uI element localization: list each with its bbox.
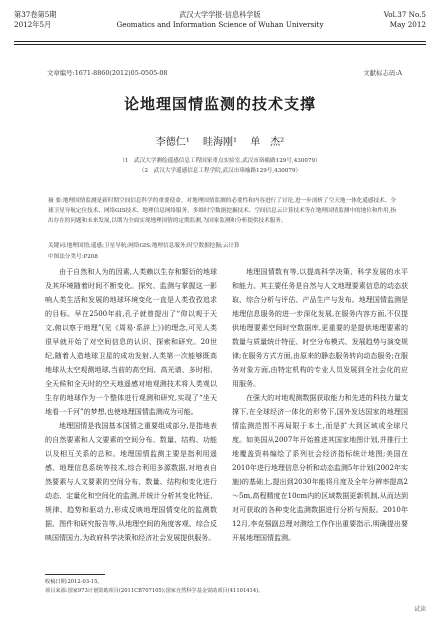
abstract: 摘 要:地理国情监测是新时期空间信息科学的重要使命。对地理国情监测的必要性和内容进行了讨论,进一步剖析了空天地一体化遥感技术、全球卫星导航定位技术、网络GIS技术、地理信息网络服务、多维时空数据挖掘技术、空间信息云计算技术等在地理国情监测中的地位和作用,指出存在的问题和未来发展,以期为全面实现地理国情的定期监测,为国家监测和分析提供技术服务。: [48, 198, 396, 225]
article-id: 文章编号:1671-8860(2012)05-0505-08: [47, 69, 168, 77]
affiliation: （1 武汉大学测绘遥感信息工程国家重点实验室,武汉市珞喻路129号,430079）: [119, 158, 321, 164]
classification-number: 中图法分类号:P208: [48, 254, 98, 260]
journal-name-en: Geomatics and Information Science of Wuhan University: [116, 20, 324, 29]
body-column-right: [232, 265, 408, 545]
journal-name-cn: 武汉大学学报·信息科学版: [179, 10, 261, 19]
body-column-left: [45, 265, 217, 545]
affiliation: （2 武汉大学遥感信息工程学院,武汉市珞喻路129号,430079）: [138, 168, 302, 174]
header-center: [104, 10, 336, 30]
document-code: 文献标志码:A: [363, 69, 402, 77]
paragraph: 在强大的对地观测数据获取能力和先进的科技力量支撑下,在全球经济一体化的形势下,国外发达国家的地理国情监测范围不再局限于本土,而是扩大到区域或全球尺度。如美国从2007年开始推进其国家地图计划,并推行土地覆盖资料编绘了系列社会经济指标统计地图;美国在2010年进行地理信息分析和动态监测5年计划(2002年实施)的基础上,提出到2030年能将月度及全年分辨率提高2～5m,高程精度在10cm内的区域数据更新机制,从而达到对可获取的各种变化监测数据进行分析与预报。2010年12月,李克强副总理对测绘工作作出重要指示,明确提出要开展地理国情监测。: [232, 394, 408, 542]
paragraph: 地理国情数有等,以提高科学决策、科学发展的水平和能力。其主要任务是自然与人文地理要素信息的动态获取、综合分析与评估、产品生产与发布。地理国情监测是地理信息服务的进一步深化发展,在服务内容方面,不仅提供地理要素空间时空数据库,更重要的是提供地理要素的数量与质量统计特征、时空分布模式、发展趋势与演变规律;在服务方式方面,由原来的静态服务转向动态服务;在服务对象方面,由特定机构的专业人员发展到全社会化的应用服务。: [232, 268, 408, 388]
header-rule-top: [14, 41, 426, 42]
header-right: [384, 10, 426, 30]
footnote-funding: 项目来源:国家973计划资助项目(2011CB707105);国家自然科学基金资助项目(41101414)。: [45, 588, 264, 594]
author: 单 杰²: [250, 137, 285, 148]
author: 李德仁¹: [155, 137, 190, 148]
header-left: [14, 10, 56, 30]
author: 眭海刚¹: [202, 137, 237, 148]
watermark-text: 试读: [413, 606, 426, 613]
publication-date: 2012年5月: [14, 20, 52, 29]
keywords: 关键词:地理国情;遥感;卫星导航;网络GIS;地理信息服务;时空数据挖掘;云计算: [48, 243, 240, 249]
footnote-rule: [45, 574, 105, 575]
footnote-received: 收稿日期:2012-03-15。: [45, 579, 103, 585]
paragraph: 地理国情是我国基本国情之重要组成部分,是指地表的自然要素和人文要素的空间分布、数量、结构、功能以及相互关系的总和。地理国情监测主要是指利用遥感、地理信息系统等技术,综合利用多源数据,对地表自然要素与人文要素的空间分布、数量、结构和变化进行动态、定量化和空间化的监测,并统计分析其变化特征、规律、趋势和驱动力,形成反映地理国情变化的监测数据、图件和研究报告等,从地理空间的角度客观、综合反映国情国力,为政府科学决策和经济社会发展提供服务。: [45, 422, 217, 542]
running-header: [14, 6, 426, 40]
volume-issue: 第37卷第5期: [14, 10, 57, 19]
publication-date-en: May 2012: [389, 20, 426, 29]
header-rule-bottom: [14, 44, 426, 45]
paragraph: 由于自然和人为的因素,人类赖以生存和繁衍的地球及其环境随着时间不断变化。探究、监测与掌握这一影响人类生活和发展的地球环境变化一直是人类孜孜追求的目标。早在2500年前,孔子就曾提出了“仰以观于天文,俯以察于地理”(见《周易·系辞上》)的理念,可见人类很早就开始了对空间信息的认识、探索和研究。20世纪,随着人造地球卫星的成功发射,人类第一次能够既高地球从太空观测地球,当前的高空间、高光谱、多时相、全天候和全天时的空天地遥感对地观测技术将人类观以生存的地球作为一个整体进行观测和研究,实现了“坐天地看一千河”的梦想,也使地理国情监测成为可能。: [45, 268, 217, 416]
paper-title: 论地理国情监测的技术支撑: [123, 95, 316, 113]
author-list: [0, 133, 440, 148]
volume-issue-en: Vol.37 No.5: [383, 10, 426, 19]
